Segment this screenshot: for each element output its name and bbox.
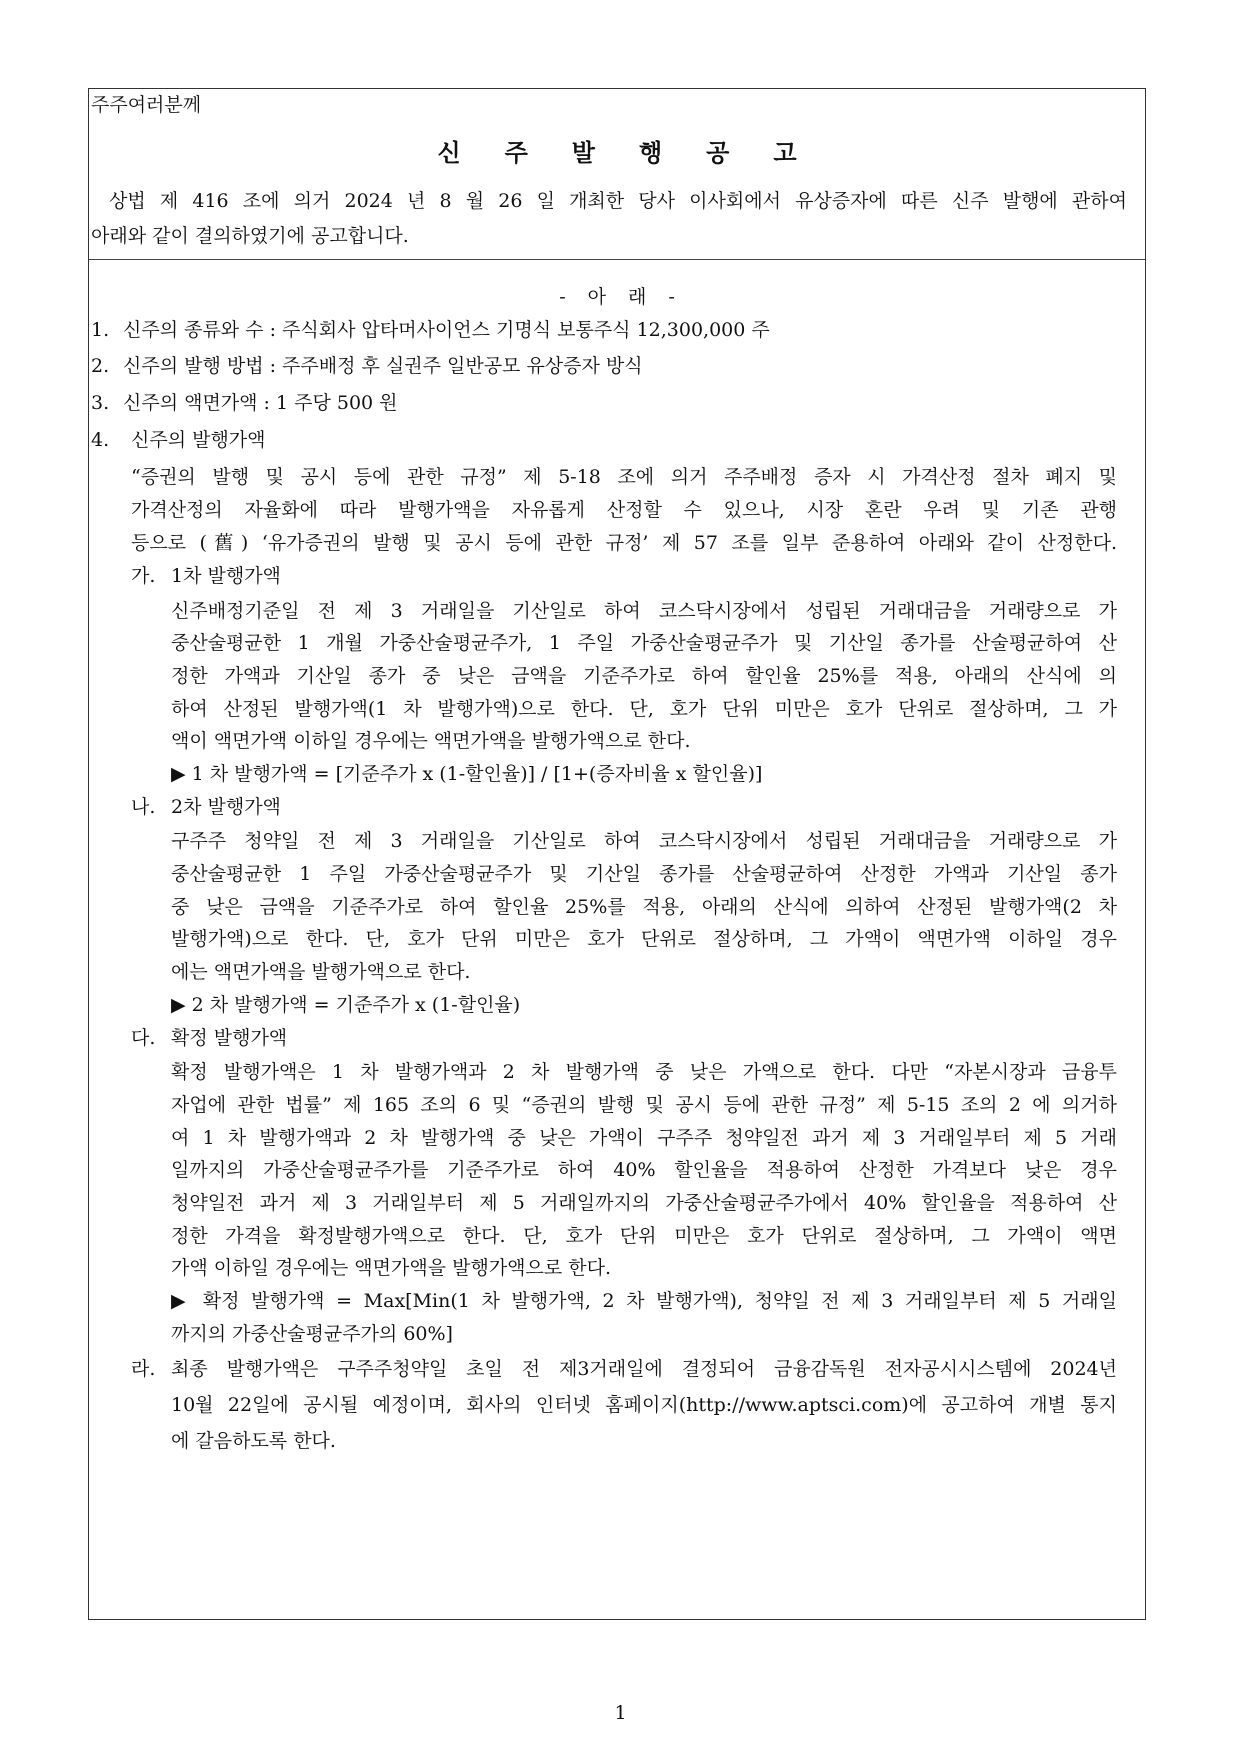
paragraph-line: 구주주 청약일 전 제 3 거래일을 기산일로 하여 코스닥시장에서 성립된 거래대금을 거래량으로 가: [171, 830, 1117, 852]
paragraph-line: 가액 이하일 경우에는 액면가액을 발행가액으로 한다.: [171, 1257, 612, 1279]
intro-line-2: 아래와 같이 결의하였기에 공고합니다.: [91, 225, 409, 247]
arae-heading: -아래-: [559, 286, 697, 308]
paragraph-line: 중산술평균한 1 주일 가중산술평균주가 및 기산일 종가를 산술평균하여 산정한 가액과 기산일 종가: [171, 863, 1117, 885]
paragraph-line: 정한 가액과 기산일 종가 중 낮은 금액을 기준주가로 하여 할인율 25%를 적용, 아래의 산식에 의: [171, 665, 1117, 687]
sub-label: 다.: [131, 1027, 156, 1049]
formula: ▶ 2 차 발행가액 = 기준주가 x (1-할인율): [171, 994, 521, 1016]
page-title: 신주발행공고: [437, 139, 841, 167]
sub-heading: 확정 발행가액: [171, 1027, 288, 1049]
page-number: 1: [614, 1702, 627, 1724]
formula: ▶ 1 차 발행가액 = [기준주가 x (1-할인율)] / [1+(증자비율 x 할인율)]: [171, 763, 763, 785]
item-number: 3.: [91, 392, 110, 414]
intro-line-1: 상법 제 416 조에 의거 2024 년 8 월 26 일 개최한 당사 이사회에서 유상증자에 따른 신주 발행에 관하여: [109, 190, 1127, 212]
divider: [89, 259, 1145, 260]
paragraph-line: 일까지의 가중산술평균주가를 기준주가로 하여 40% 할인율을 적용하여 산정한 가격보다 낮은 경우: [171, 1159, 1117, 1181]
sub-label: 가.: [131, 565, 156, 587]
item-number: 4.: [91, 429, 110, 451]
paragraph-line: 자업에 관한 법률” 제 165 조의 6 및 “증권의 발행 및 공시 등에 관한 규정” 제 5-15 조의 2 에 의거하: [171, 1094, 1117, 1116]
paragraph-line: 확정 발행가액은 1 차 발행가액과 2 차 발행가액 중 낮은 가액으로 한다. 다만 “자본시장과 금융투: [171, 1061, 1117, 1083]
paragraph-line: 여 1 차 발행가액과 2 차 발행가액 중 낮은 가액이 구주주 청약일전 과거 제 3 거래일부터 제 5 거래: [171, 1127, 1117, 1149]
paragraph-line: 중산술평균한 1 개월 가중산술평균주가, 1 주일 가중산술평균주가 및 기산일 종가를 산술평균하여 산: [171, 632, 1117, 654]
paragraph-line: 등으로 (舊) ‘유가증권의 발행 및 공시 등에 관한 규정’ 제 57 조를 일부 준용하여 아래와 같이 산정한다.: [131, 532, 1117, 554]
paragraph-line: 하여 산정된 발행가액(1 차 발행가액)으로 한다. 단, 호가 단위 미만은 호가 단위로 절상하며, 그 가: [171, 698, 1117, 720]
salutation: 주주여러분께: [91, 94, 202, 116]
paragraph-line: 10월 22일에 공시될 예정이며, 회사의 인터넷 홈페이지(http://www.aptsci.com)에 공고하여 개별 통지: [171, 1394, 1117, 1416]
notice-frame: [88, 88, 1146, 1620]
paragraph-line: 발행가액)으로 한다. 단, 호가 단위 미만은 호가 단위로 절상하며, 그 가액이 액면가액 이하일 경우: [171, 928, 1117, 950]
sub-label: 라.: [131, 1358, 156, 1380]
sub-heading: 1차 발행가액: [171, 565, 281, 587]
item-text: 신주의 액면가액 : 1 주당 500 원: [123, 392, 398, 414]
sub-label: 나.: [131, 796, 156, 818]
paragraph-line: 정한 가격을 확정발행가액으로 한다. 단, 호가 단위 미만은 호가 단위로 절상하며, 그 가액이 액면: [171, 1225, 1117, 1247]
paragraph-line: 최종 발행가액은 구주주청약일 초일 전 제3거래일에 결정되어 금융감독원 전자공시시스템에 2024년: [171, 1358, 1117, 1380]
paragraph-line: 에 갈음하도록 한다.: [171, 1430, 336, 1452]
paragraph-line: 에는 액면가액을 발행가액으로 한다.: [171, 961, 471, 983]
paragraph-line: “증권의 발행 및 공시 등에 관한 규정” 제 5-18 조에 의거 주주배정 증자 시 가격산정 절차 폐지 및: [131, 466, 1117, 488]
paragraph-line: 액이 액면가액 이하일 경우에는 액면가액을 발행가액으로 한다.: [171, 730, 691, 752]
paragraph-line: 중 낮은 금액을 기준주가로 하여 할인율 25%를 적용, 아래의 산식에 의하여 산정된 발행가액(2 차: [171, 896, 1117, 918]
item-text: 신주의 발행가액: [131, 429, 266, 451]
paragraph-line: 가격산정의 자율화에 따라 발행가액을 자유롭게 산정할 수 있으나, 시장 혼란 우려 및 기존 관행: [131, 499, 1117, 521]
sub-heading: 2차 발행가액: [171, 796, 281, 818]
item-number: 1.: [91, 319, 110, 341]
item-number: 2.: [91, 355, 110, 377]
item-text: 신주의 발행 방법 : 주주배정 후 실권주 일반공모 유상증자 방식: [123, 355, 643, 377]
formula: 까지의 가중산술평균주가의 60%]: [171, 1323, 453, 1345]
formula: ▶ 확정 발행가액 = Max[Min(1 차 발행가액, 2 차 발행가액), 청약일 전 제 3 거래일부터 제 5 거래일: [171, 1290, 1117, 1312]
paragraph-line: 청약일전 과거 제 3 거래일부터 제 5 거래일까지의 가중산술평균주가에서 40% 할인율을 적용하여 산: [171, 1192, 1117, 1214]
item-text: 신주의 종류와 수 : 주식회사 압타머사이언스 기명식 보통주식 12,300,000 주: [123, 319, 770, 341]
paragraph-line: 신주배정기준일 전 제 3 거래일을 기산일로 하여 코스닥시장에서 성립된 거래대금을 거래량으로 가: [171, 600, 1117, 622]
